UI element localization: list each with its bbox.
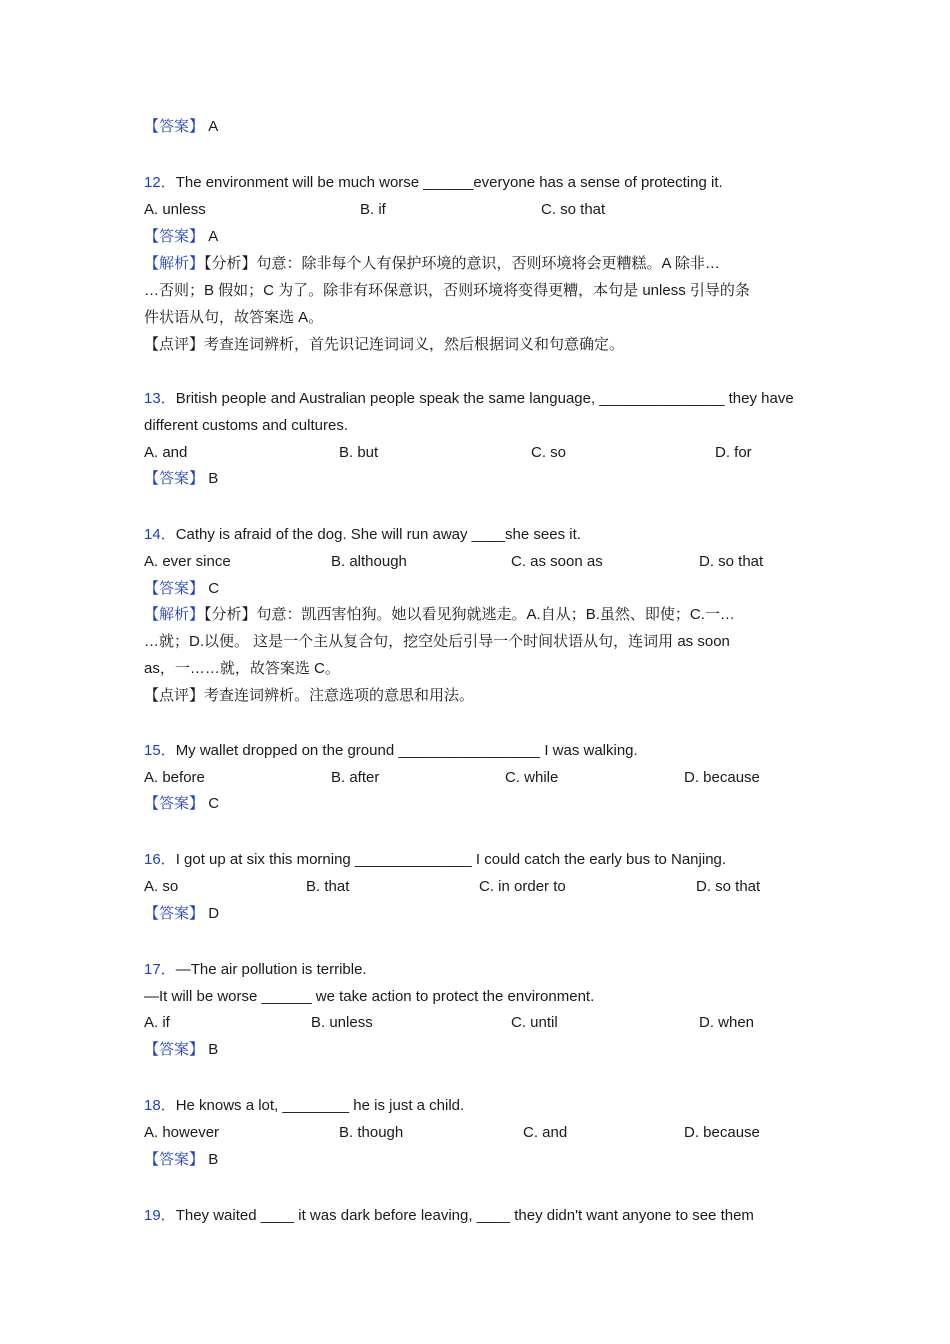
option-a: A. so — [144, 878, 179, 895]
analysis-line — [144, 605, 735, 625]
question-number: 13． — [144, 390, 176, 407]
option-d: D. so that — [696, 878, 761, 895]
option-a: A. however — [144, 1124, 220, 1141]
analysis-label: 【解析】 — [144, 606, 205, 623]
answer-label: 【答案】 — [144, 795, 205, 812]
answer-label: 【答案】 — [144, 1041, 205, 1058]
question-17 — [144, 960, 367, 980]
answer-label: 【答案】 — [144, 580, 205, 597]
analysis-line — [144, 254, 720, 274]
question-text: I got up at six this morning ______________ I could catch the early bus to Nanjing. — [175, 851, 727, 868]
option-a: A. unless — [144, 201, 206, 218]
question-number: 18． — [144, 1097, 176, 1114]
question-text: He knows a lot, ________ he is just a child. — [175, 1097, 465, 1114]
answer-value: A — [208, 228, 219, 245]
analysis-label: 【解析】 — [144, 255, 205, 272]
option-b: B. though — [339, 1124, 404, 1141]
option-d: D. because — [684, 769, 760, 786]
answer-line — [144, 904, 219, 924]
answer-value: C — [208, 795, 220, 812]
option-c: C. as soon as — [511, 553, 603, 570]
option-b: B. but — [339, 444, 379, 461]
question-text-line2: —It will be worse ______ we take action to protect the environment. — [144, 988, 595, 1005]
question-text-line2: different customs and cultures. — [144, 417, 348, 434]
question-number: 16． — [144, 851, 176, 868]
question-15 — [144, 741, 638, 761]
option-b: B. that — [306, 878, 350, 895]
option-b: B. unless — [311, 1014, 373, 1031]
option-b: B. if — [360, 201, 386, 218]
option-a: A. and — [144, 444, 188, 461]
analysis-line: as，一……就，故答案选 C。 — [144, 660, 340, 677]
question-18 — [144, 1096, 464, 1116]
option-a: A. ever since — [144, 553, 231, 570]
answer-label: 【答案】 — [144, 1151, 205, 1168]
question-13 — [144, 389, 794, 409]
answer-label: 【答案】 — [144, 228, 205, 245]
answer-value: B — [208, 1041, 219, 1058]
question-number: 12． — [144, 174, 176, 191]
option-c: C. and — [523, 1124, 568, 1141]
option-c: C. so that — [541, 201, 606, 218]
answer-value: A — [208, 118, 219, 135]
question-text: My wallet dropped on the ground _________________ I was walking. — [175, 742, 638, 759]
answer-line — [144, 117, 218, 137]
option-c: C. while — [505, 769, 559, 786]
question-number: 14． — [144, 526, 176, 543]
question-number: 15． — [144, 742, 176, 759]
answer-value: C — [208, 580, 220, 597]
question-number: 17． — [144, 961, 176, 978]
answer-label: 【答案】 — [144, 118, 205, 135]
comment-line: 【点评】考查连词辨析，首先识记连词词义，然后根据词义和句意确定。 — [144, 336, 625, 353]
question-text: The environment will be much worse ______everyone has a sense of protecting it. — [175, 174, 723, 191]
answer-line — [144, 579, 219, 599]
option-b: B. although — [331, 553, 407, 570]
answer-value: B — [208, 1151, 219, 1168]
analysis-line: …就；D.以便。 这是一个主从复合句，挖空处后引导一个时间状语从句，连词用 as soon — [144, 633, 730, 650]
question-14 — [144, 525, 581, 545]
answer-line — [144, 794, 219, 814]
answer-value: D — [208, 905, 220, 922]
option-d: D. because — [684, 1124, 760, 1141]
question-text: British people and Australian people speak the same language, _______________ they have — [175, 390, 794, 407]
question-number: 19． — [144, 1207, 176, 1224]
answer-value: B — [208, 470, 219, 487]
analysis-line: …否则；B 假如；C 为了。除非有环保意识，否则环境将变得更糟，本句是 unless 引导的条 — [144, 282, 750, 299]
answer-label: 【答案】 — [144, 905, 205, 922]
option-d: D. so that — [699, 553, 764, 570]
answer-line — [144, 469, 218, 489]
comment-line: 【点评】考查连词辨析。注意选项的意思和用法。 — [144, 687, 475, 704]
option-c: C. so — [531, 444, 567, 461]
option-a: A. if — [144, 1014, 170, 1031]
analysis-line: 件状语从句，故答案选 A。 — [144, 309, 324, 326]
question-text: Cathy is afraid of the dog. She will run away ____she sees it. — [175, 526, 581, 543]
question-19 — [144, 1206, 754, 1226]
question-12 — [144, 173, 723, 193]
option-b: B. after — [331, 769, 380, 786]
answer-line — [144, 1150, 218, 1170]
analysis-text: 【分析】句意：除非每个人有保护环境的意识，否则环境将会更糟糕。A 除非… — [204, 255, 720, 272]
question-text: They waited ____ it was dark before leaving, ____ they didn't want anyone to see them — [175, 1207, 754, 1224]
question-16 — [144, 850, 726, 870]
answer-label: 【答案】 — [144, 470, 205, 487]
option-d: D. for — [715, 444, 752, 461]
question-text: —The air pollution is terrible. — [175, 961, 367, 978]
option-c: C. in order to — [479, 878, 566, 895]
option-a: A. before — [144, 769, 205, 786]
option-c: C. until — [511, 1014, 558, 1031]
option-d: D. when — [699, 1014, 755, 1031]
answer-line — [144, 1040, 218, 1060]
analysis-text: 【分析】句意：凯西害怕狗。她以看见狗就逃走。A.自从；B.虽然、即使；C.一… — [204, 606, 735, 623]
answer-line — [144, 227, 218, 247]
